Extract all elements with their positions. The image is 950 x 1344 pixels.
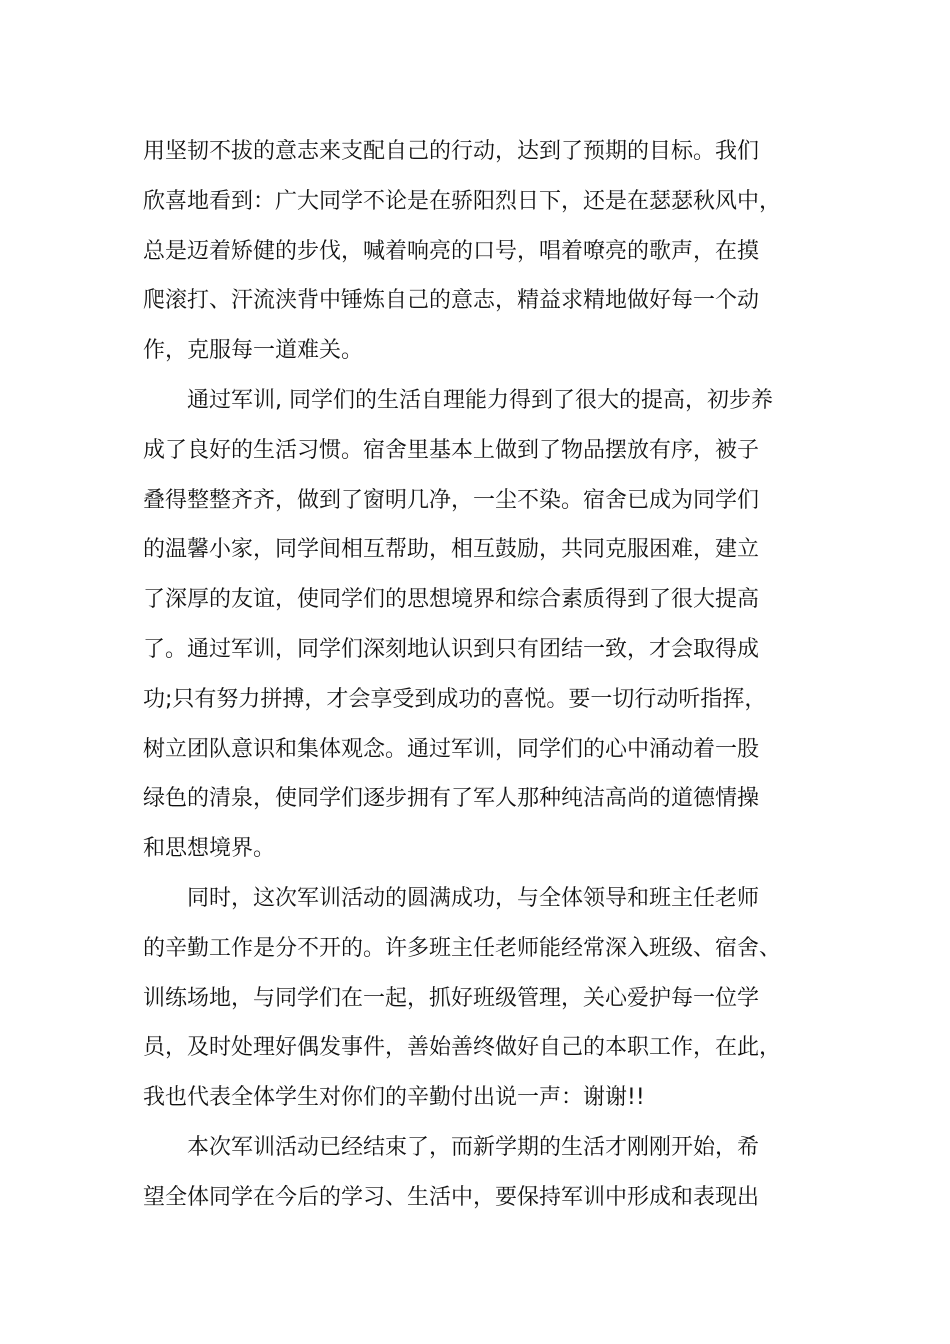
text-line: 了深厚的友谊，使同学们的思想境界和综合素质得到了很大提高 (143, 587, 760, 613)
text-line: 训练场地，与同学们在一起，抓好班级管理，关心爱护每一位学 (143, 985, 760, 1011)
text-line: 欣喜地看到：广大同学不论是在骄阳烈日下，还是在瑟瑟秋风中， (143, 188, 782, 214)
text-line: 叠得整整齐齐，做到了窗明几净，一尘不染。宿舍已成为同学们 (143, 487, 760, 513)
paragraph-start-line: 同时，这次军训活动的圆满成功，与全体领导和班主任老师 (187, 885, 760, 911)
text-line: 望全体同学在今后的学习、生活中，要保持军训中形成和表现出 (143, 1184, 760, 1210)
text-line: 的温馨小家，同学间相互帮助，相互鼓励，共同克服困难，建立 (143, 537, 760, 563)
text-line: 和思想境界。 (143, 836, 276, 862)
text-line: 功;只有努力拼搏，才会享受到成功的喜悦。要一切行动听指挥， (143, 686, 767, 712)
text-line: 成了良好的生活习惯。宿舍里基本上做到了物品摆放有序，被子 (143, 437, 760, 463)
text-line: 我也代表全体学生对你们的辛勤付出说一声：谢谢!! (143, 1085, 645, 1111)
text-line: 员，及时处理好偶发事件，善始善终做好自己的本职工作，在此， (143, 1035, 782, 1061)
text-line: 树立团队意识和集体观念。通过军训，同学们的心中涌动着一股 (143, 736, 760, 762)
text-line: 作，克服每一道难关。 (143, 338, 364, 364)
text-line: 绿色的清泉，使同学们逐步拥有了军人那种纯洁高尚的道德情操 (143, 786, 760, 812)
text-line: 的辛勤工作是分不开的。许多班主任老师能经常深入班级、宿舍、 (143, 935, 782, 961)
body-text (143, 127, 803, 1223)
text-line: 爬滚打、汗流浃背中锤炼自己的意志，精益求精地做好每一个动 (143, 288, 760, 314)
text-line: 了。通过军训，同学们深刻地认识到只有团结一致，才会取得成 (143, 636, 760, 662)
text-line: 用坚韧不拔的意志来支配自己的行动，达到了预期的目标。我们 (143, 139, 760, 164)
paragraph-start-line: 本次军训活动已经结束了，而新学期的生活才刚刚开始，希 (187, 1134, 760, 1160)
text-line: 总是迈着矫健的步伐，喊着响亮的口号，唱着嘹亮的歌声，在摸 (143, 238, 760, 264)
paragraph-start-line: 通过军训, 同学们的生活自理能力得到了很大的提高，初步养 (187, 387, 773, 413)
